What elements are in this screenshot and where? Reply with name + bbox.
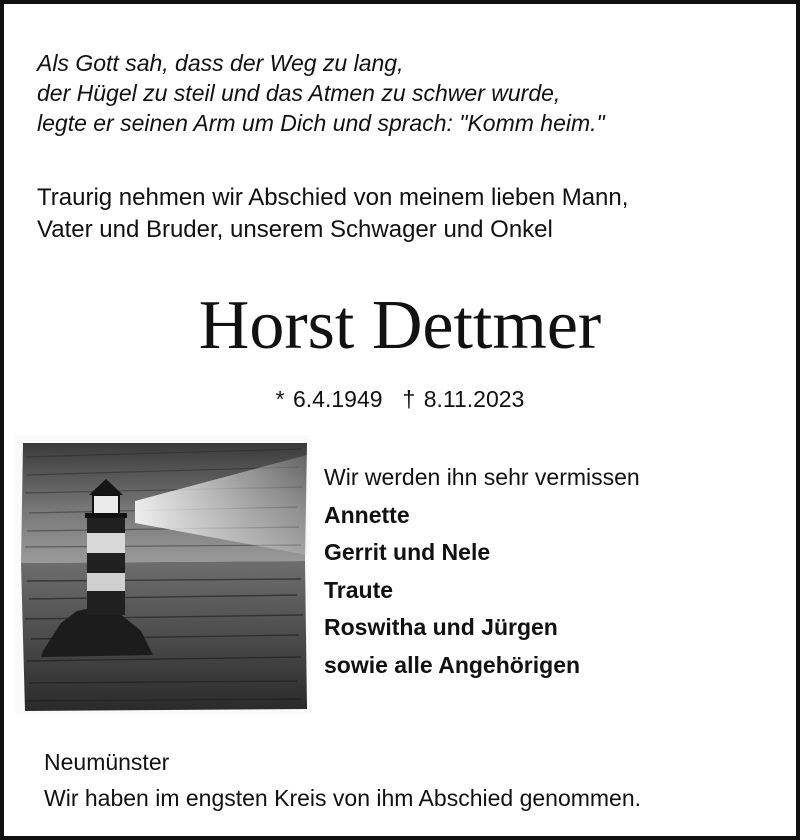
mourner-name: Traute: [324, 576, 394, 603]
intro-line: Traurig nehmen wir Abschied von meinem lieben Mann,: [37, 184, 629, 211]
mourner-name: Gerrit und Nele: [324, 539, 491, 565]
birth-date: * 6.4.1949: [275, 386, 383, 412]
poem: [37, 48, 605, 138]
lighthouse-sketch-svg: [15, 435, 311, 714]
life-dates: [4, 384, 796, 414]
mourner-name: Annette: [324, 501, 410, 528]
footer-note: Wir haben im engsten Kreis von ihm Abschied genommen.: [44, 785, 642, 811]
poem-line: Als Gott sah, dass der Weg zu lang,: [37, 50, 404, 76]
lighthouse-icon: [15, 435, 311, 714]
mourners: [324, 459, 640, 684]
poem-line: der Hügel zu steil und das Atmen zu schwer wurde,: [37, 80, 561, 106]
poem-line: legte er seinen Arm um Dich und sprach: "Komm heim.": [37, 110, 605, 136]
mourners-lead: Wir werden ihn sehr vermissen: [324, 464, 640, 490]
place-name: Neumünster: [44, 749, 170, 775]
mourner-name: Roswitha und Jürgen: [324, 614, 558, 640]
death-date: † 8.11.2023: [402, 386, 525, 412]
intro-text: [37, 182, 628, 246]
footer: [44, 744, 641, 816]
deceased-name: Horst Dettmer: [198, 287, 602, 364]
mourner-name: sowie alle Angehörigen: [324, 651, 581, 678]
intro-line: Vater und Bruder, unserem Schwager und Onkel: [37, 216, 553, 243]
